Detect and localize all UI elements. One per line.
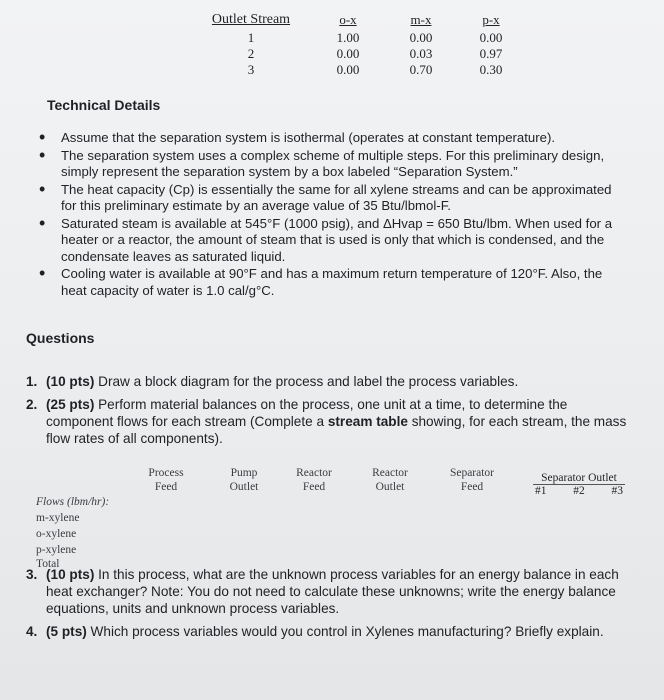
- column-header: [360, 466, 420, 494]
- column-header-line: Pump: [230, 467, 258, 479]
- question-text: Which process variables would you control in Xylenes manufacturing? Briefly explain.: [86, 624, 604, 639]
- column-header-line: Process: [148, 467, 184, 479]
- questions-list-1: [26, 373, 636, 447]
- separator-outlet-header: [533, 472, 625, 497]
- questions-heading: Questions: [26, 330, 95, 346]
- outlet-composition-table: [0, 12, 664, 92]
- question-text: In this process, what are the unknown process variables for an energy balance in each heat exchanger? Note: You do not need to calculate these unknowns; write the energy balance equations, units and unknown process variables.: [46, 567, 619, 616]
- question-text: Draw a block diagram for the process and label the process variables.: [94, 374, 519, 389]
- outlet-number: #2: [573, 485, 585, 497]
- question-points: (25 pts): [46, 397, 95, 412]
- column-header-line: Separator: [449, 467, 495, 479]
- question-4: [26, 623, 636, 640]
- question-text: Perform material balances on the process, one unit at a time, to determine the component flows for each stream (Complete a: [46, 397, 568, 429]
- row-label: Total: [36, 558, 60, 570]
- stream-table: [28, 466, 638, 576]
- px-value: 0.97: [479, 46, 503, 61]
- technical-details-list: [37, 130, 627, 300]
- question-points: (10 pts): [46, 374, 95, 389]
- list-item: • The separation system uses a complex scheme of multiple steps. For this preliminary design, simply represent the separation system by a box labeled “Separation System.”: [37, 148, 627, 181]
- row-label: p-xylene: [36, 544, 77, 556]
- question-number: 1.: [26, 374, 38, 389]
- column-header-line: Reactor: [296, 467, 332, 479]
- ox-value: 0.00: [336, 46, 360, 61]
- px-value: 0.30: [479, 62, 503, 77]
- list-item: • Assume that the separation system is isothermal (operates at constant temperature).: [37, 130, 627, 147]
- px-header: p-x: [482, 12, 500, 27]
- mx-value: 0.00: [409, 30, 433, 45]
- list-item: • The heat capacity (Cp) is essentially the same for all xylene streams and can be approximated for this preliminary estimate by an average value of 35 Btu/lbmol-F.: [37, 182, 627, 215]
- column-header-line: Outlet: [375, 481, 405, 493]
- stream-number: 1: [247, 30, 255, 45]
- column-header-line: Outlet: [229, 481, 259, 493]
- row-label: o-xylene: [36, 528, 77, 540]
- ox-value: 0.00: [336, 62, 360, 77]
- outlet-stream-header: Outlet Stream: [211, 12, 291, 27]
- outlet-number: #1: [535, 485, 547, 497]
- question-number: 2.: [26, 397, 38, 412]
- row-label: m-xylene: [36, 512, 80, 524]
- ox-value: 1.00: [336, 30, 360, 45]
- column-header: [284, 466, 344, 494]
- question-2: [26, 396, 636, 447]
- column-header-line: Feed: [154, 481, 178, 493]
- separator-outlet-title: Separator Outlet: [533, 472, 625, 485]
- outlet-stream-column: [208, 12, 294, 78]
- column-header: [440, 466, 504, 494]
- mx-value: 0.03: [409, 46, 433, 61]
- stream-number: 2: [247, 46, 255, 61]
- question-emphasis: stream table: [327, 414, 408, 429]
- px-value: 0.00: [479, 30, 503, 45]
- stream-number: 3: [247, 62, 255, 77]
- question-3: [26, 566, 636, 617]
- column-header-line: Feed: [302, 481, 326, 493]
- row-label: Flows (lbm/hr):: [36, 496, 110, 508]
- technical-details-heading: Technical Details: [47, 97, 161, 113]
- mx-column: [398, 12, 444, 78]
- px-column: [468, 12, 514, 78]
- question-1: [26, 373, 636, 390]
- column-header-line: Feed: [460, 481, 484, 493]
- ox-header: o-x: [339, 12, 357, 27]
- question-number: 3.: [26, 567, 38, 582]
- separator-outlet-numbers: [533, 485, 625, 497]
- list-item: • Cooling water is available at 90°F and has a maximum return temperature of 120°F. Also, the heat capacity of water is 1.0 cal/g°C.: [37, 266, 627, 299]
- column-header: [214, 466, 274, 494]
- question-points: (10 pts): [46, 567, 95, 582]
- mx-header: m-x: [410, 12, 432, 27]
- column-header-line: Reactor: [372, 467, 408, 479]
- outlet-number: #3: [611, 485, 623, 497]
- column-header: [136, 466, 196, 494]
- question-text: showing, for each stream, the mass flow rates of all components).: [46, 414, 627, 446]
- ox-column: [325, 12, 371, 78]
- questions-list-2: [26, 566, 636, 646]
- question-points: (5 pts): [46, 624, 87, 639]
- list-item: • Saturated steam is available at 545°F (1000 psig), and ΔHvap = 650 Btu/lbm. When used for a heater or a reactor, the amount of steam that is used is only that which is condensed, and the condensate leaves as saturated liquid.: [37, 216, 627, 266]
- question-number: 4.: [26, 624, 38, 639]
- mx-value: 0.70: [409, 62, 433, 77]
